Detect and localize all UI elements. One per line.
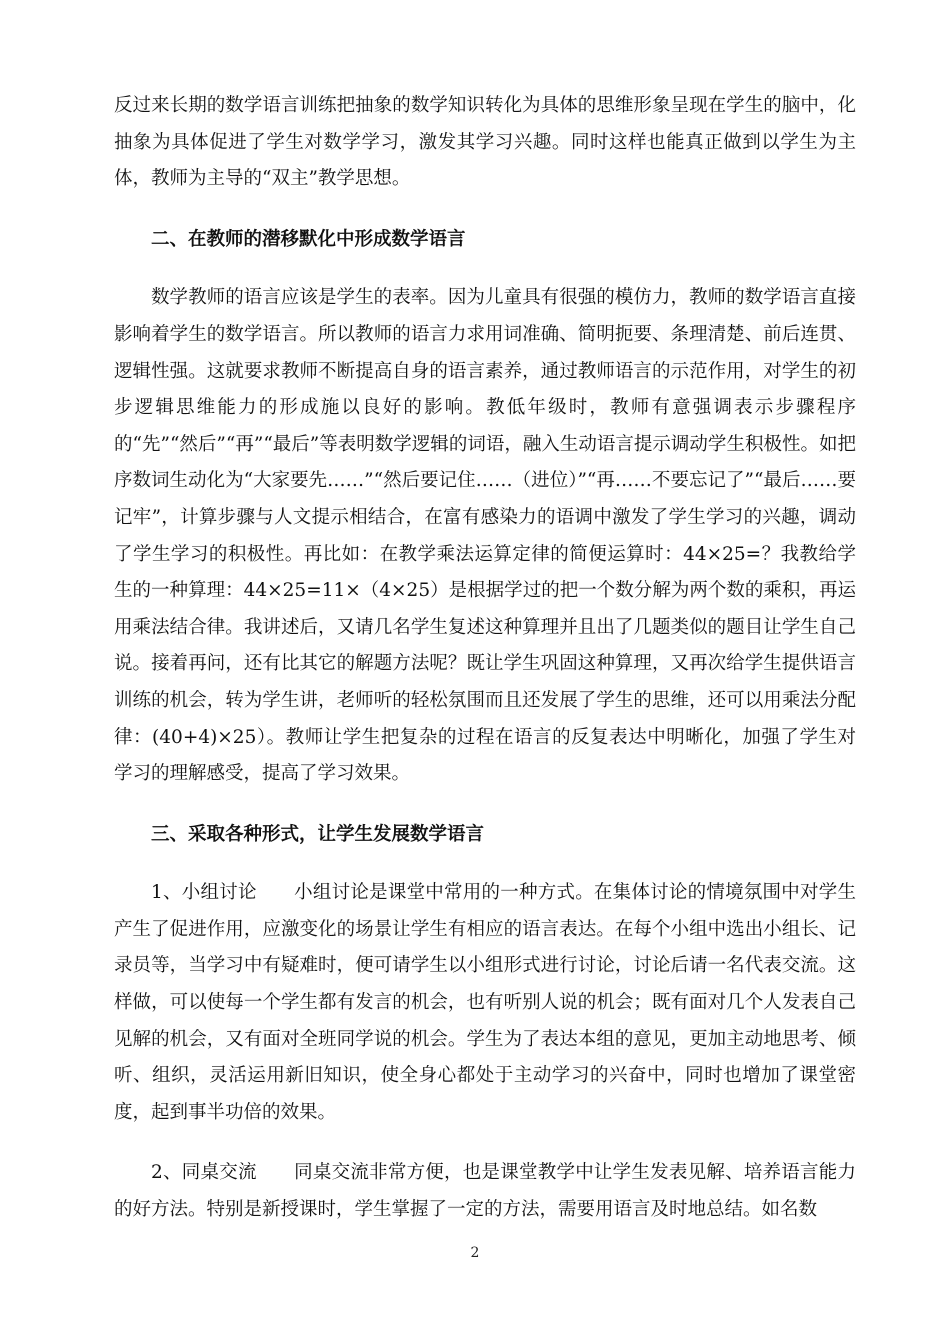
paragraph-deskmate-exchange: 2、同桌交流 同桌交流非常方便，也是课堂教学中让学生发表见解、培养语言能力的好方法。特别是新授课时，学生掌握了一定的方法，需要用语言及时地总结。如名数 [114,1162,856,1221]
page-number: 2 [470,1245,480,1261]
paragraph-group-discussion: 1、小组讨论 小组讨论是课堂中常用的一种方式。在集体讨论的情境氛围中对学生产生了促进作用，应激变化的场景让学生有相应的语言表达。在每个小组中选出小组长、记录员等，当学习中有疑难时，便可请学生以小组形式进行讨论，讨论后请一名代表交流。这样做，可以使每一个学生都有发言的机会，也有听别人说的机会；既有面对几个人发表自己见解的机会，又有面对全班同学说的机会。学生为了表达本组的意见，更加主动地思考、倾听、组织，灵活运用新旧知识，使全身心都处于主动学习的兴奋中，同时也增加了课堂密度，起到事半功倍的效果。 [114,882,856,1123]
paragraph-teacher-language: 数学教师的语言应该是学生的表率。因为儿童具有很强的模仿力，教师的数学语言直接影响着学生的数学语言。所以教师的语言力求用词准确、简明扼要、条理清楚、前后连贯、逻辑性强。这就要求教师不断提高自身的语言素养，通过教师语言的示范作用，对学生的初步逻辑思维能力的形成施以良好的影响。教低年级时，教师有意强调表示步骤程序的“先”“然后”“再”“最后”等表明数学逻辑的词语，融入生动语言提示调动学生积极性。如把序数词生动化为“大家要先……”“然后要记住……（进位）”“再……不要忘记了”“最后……要记牢”，计算步骤与人文提示相结合，在富有感染力的语调中激发了学生学习的兴趣，调动了学生学习的积极性。再比如：在教学乘法运算定律的简便运算时：44×25=？我教给学生的一种算理：44×25=11×（4×25）是根据学过的把一个数分解为两个数的乘积，再运用乘法结合律。我讲述后，又请几名学生复述这种算理并且出了几题类似的题目让学生自己说。接着再问，还有比其它的解题方法呢？既让学生巩固这种算理，又再次给学生提供语言训练的机会，转为学生讲，老师听的轻松氛围而且还发展了学生的思维，还可以用乘法分配律：(40+4)×25）。教师让学生把复杂的过程在语言的反复表达中明晰化，加强了学生对学习的理解感受，提高了学习效果。 [114,287,856,785]
section-heading-2: 二、在教师的潜移默化中形成数学语言 [151,228,466,250]
paragraph-intro-continuation: 反过来长期的数学语言训练把抽象的数学知识转化为具体的思维形象呈现在学生的脑中，化抽象为具体促进了学生对数学学习，激发其学习兴趣。同时这样也能真正做到以学生为主体，教师为主导的“双主”教学思想。 [114,95,856,190]
document-page [114,88,856,1229]
section-heading-3: 三、采取各种形式，让学生发展数学语言 [151,823,485,845]
